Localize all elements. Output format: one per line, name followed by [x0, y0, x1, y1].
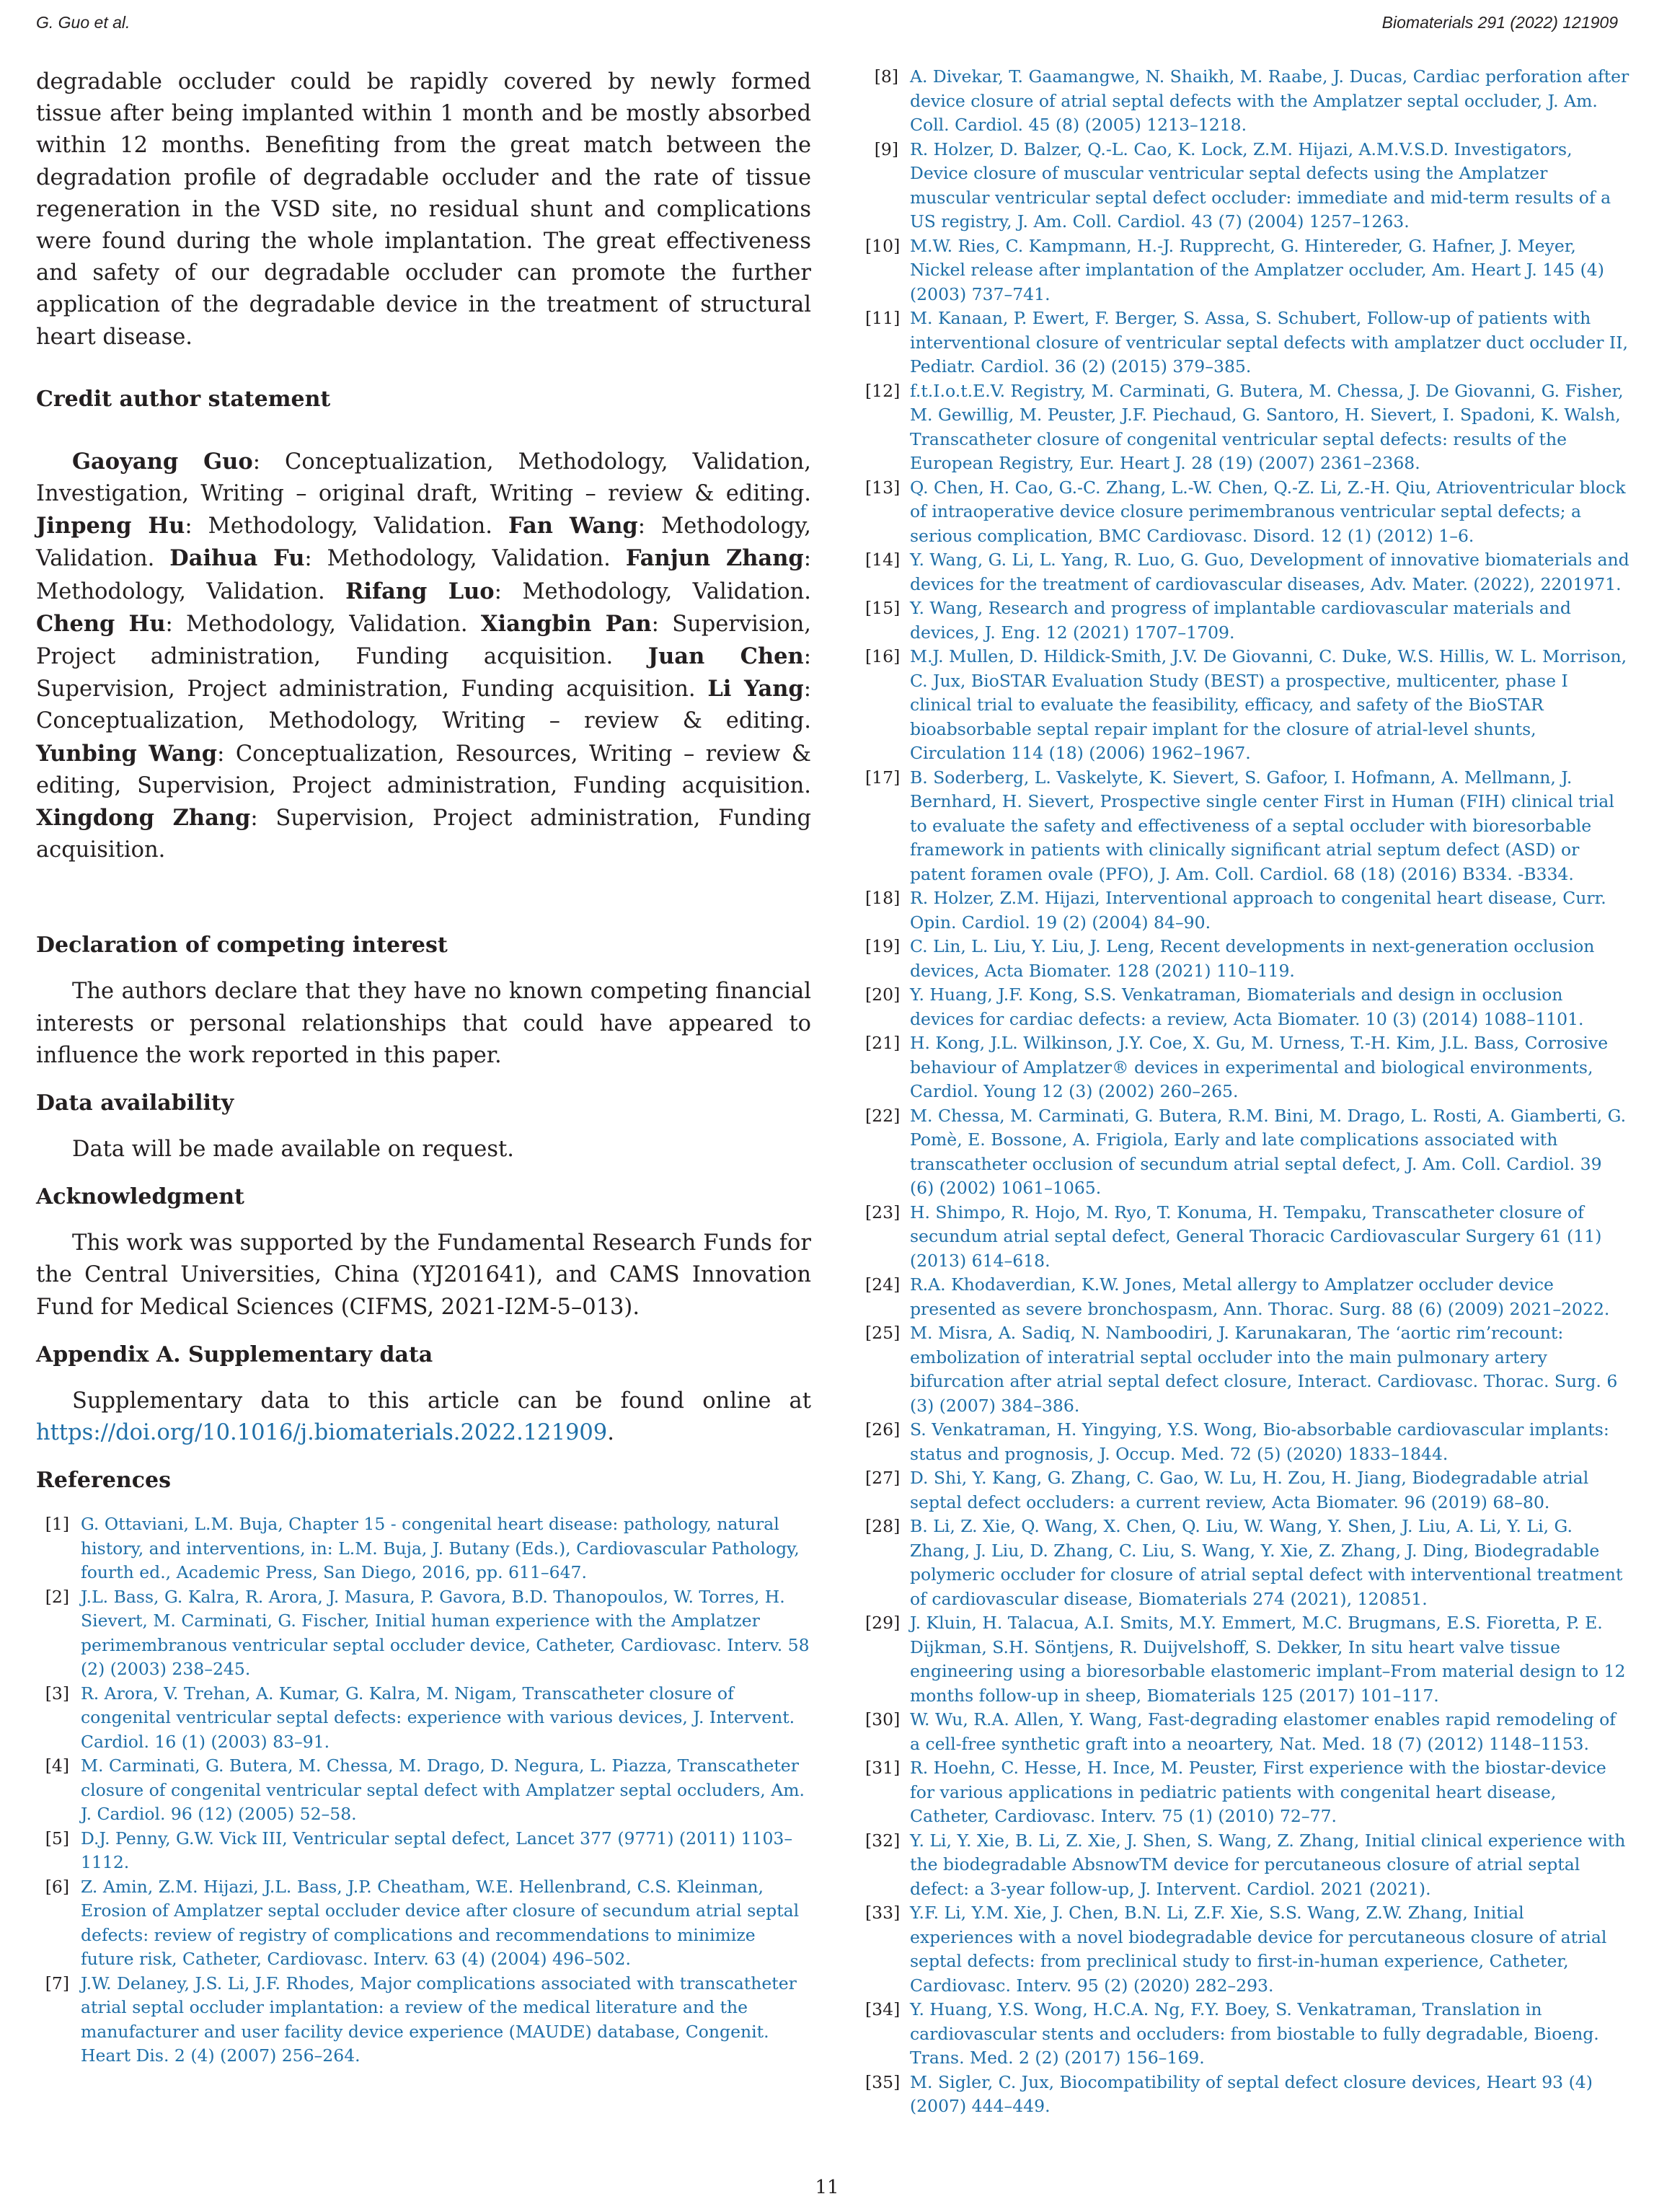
references-heading: References — [36, 1468, 171, 1494]
right-column — [865, 65, 1629, 2119]
reference-item — [865, 2071, 1629, 2119]
appendix-text-before: Supplementary data to this article can be found online at — [72, 1388, 811, 1414]
conclusion-tail-paragraph: degradable occluder could be rapidly covered by newly formed tissue after being implanted within 1 month and be mostly absorbed within 12 months. Benefiting from the great match between the degradation profile of degradable occluder and the rate of tissue regeneration in the VSD site, no residual shunt and complications were found during the whole implantation. The great effectiveness and safety of our degradable occluder can promote the further application of the degradable device in the treatment of structural heart disease. — [36, 69, 811, 350]
credit-author-name: Rifang Luo — [345, 578, 495, 604]
reference-number: [1] — [45, 1514, 69, 1535]
reference-item — [865, 1201, 1629, 1274]
competing-interest-heading: Declaration of competing interest — [36, 933, 448, 959]
reference-item — [865, 1104, 1629, 1201]
credit-author-name: Gaoyang Guo — [72, 448, 253, 475]
reference-item — [865, 983, 1629, 1031]
acknowledgment-text: This work was supported by the Fundamental Research Funds for the Central Universities, China (YJ201641), and CAMS Innovation Fund for Medical Sciences (CIFMS, 2021-I2M-5–013). — [36, 1230, 811, 1320]
credit-statement — [36, 446, 811, 867]
reference-number: [31] — [865, 1758, 901, 1778]
reference-link[interactable]: M.J. Mullen, D. Hildick-Smith, J.V. De Giovanni, C. Duke, W.S. Hillis, W. L. Morrison, C. Jux, BioSTAR Evaluation Study (BEST) a prospective, multicenter, phase I clinical trial to evaluate the feasibility, efficacy, and safety of the BioSTAR bioabsorbable septal repair implant for the closure of atrial-level shunts, Circulation 114 (18) (2006) 1962–1967. — [910, 646, 1627, 763]
reference-link[interactable]: B. Li, Z. Xie, Q. Wang, X. Chen, Q. Liu, W. Wang, Y. Shen, J. Liu, A. Li, Y. Li, G. Zhang, J. Liu, D. Zhang, C. Liu, S. Wang, Y. Xie, Z. Zhang, J. Ding, Biodegradable polymeric occluder for closure of atrial septal defect with interventional treatment of cardiovascular disease, Biomaterials 274 (2021), 120851. — [910, 1516, 1623, 1609]
reference-link[interactable]: Y. Wang, G. Li, L. Yang, R. Luo, G. Guo, Development of innovative biomaterials and devices for the treatment of cardiovascular diseases, Adv. Mater. (2022), 2201971. — [910, 550, 1629, 594]
reference-link[interactable]: Y. Huang, Y.S. Wong, H.C.A. Ng, F.Y. Boey, S. Venkatraman, Translation in cardiovascular stents and occluders: from biostable to fully degradable, Bioeng. Trans. Med. 2 (2) (2017) 156–169. — [910, 1999, 1599, 2068]
reference-link[interactable]: S. Venkatraman, H. Yingying, Y.S. Wong, Bio-absorbable cardiovascular implants: status and prognosis, J. Occup. Med. 72 (5) (2020) 1833–1844. — [910, 1419, 1609, 1464]
reference-number: [23] — [865, 1202, 901, 1222]
reference-item — [865, 645, 1629, 766]
reference-number: [33] — [865, 1903, 901, 1923]
reference-number: [2] — [45, 1586, 69, 1607]
credit-author-roles: : Supervision, Project administration, Funding acquisition. — [36, 806, 811, 863]
reference-item — [36, 1512, 811, 1585]
reference-item — [865, 1756, 1629, 1829]
acknowledgment-heading: Acknowledgment — [36, 1184, 244, 1210]
reference-item — [865, 1466, 1629, 1515]
credit-author-roles: : Methodology, Validation. — [304, 546, 626, 572]
reference-number: [14] — [865, 550, 901, 570]
credit-author-name: Juan Chen — [647, 643, 804, 670]
credit-author-roles: : Conceptualization, Methodology, Writing – review & editing. — [36, 677, 812, 734]
reference-number: [16] — [865, 646, 901, 666]
reference-item — [36, 1875, 811, 1972]
reference-number: [34] — [865, 1999, 901, 2019]
running-head-journal: Biomaterials 291 (2022) 121909 — [1381, 13, 1618, 32]
references-list-right — [865, 65, 1629, 2119]
reference-link[interactable]: M.W. Ries, C. Kampmann, H.-J. Rupprecht, G. Hintereder, G. Hafner, J. Meyer, Nickel release after implantation of the Amplatzer occluder, Am. Heart J. 145 (4) (2003) 737–741. — [910, 235, 1604, 304]
left-column — [36, 66, 811, 2068]
reference-number: [32] — [865, 1830, 901, 1851]
reference-link[interactable]: Y. Wang, Research and progress of implantable cardiovascular materials and devices, J. Eng. 12 (2021) 1707–1709. — [910, 598, 1571, 643]
reference-number: [12] — [865, 380, 901, 401]
reference-item — [36, 1682, 811, 1755]
reference-item — [865, 476, 1629, 549]
reference-link[interactable]: D.J. Penny, G.W. Vick III, Ventricular septal defect, Lancet 377 (9771) (2011) 1103–1112. — [81, 1828, 793, 1873]
credit-author-name: Daihua Fu — [169, 545, 305, 572]
reference-link[interactable]: Y. Huang, J.F. Kong, S.S. Venkatraman, Biomaterials and design in occlusion devices for cardiac defects: a review, Acta Biomater. 10 (3) (2014) 1088–1101. — [910, 984, 1584, 1029]
reference-item — [865, 1273, 1629, 1321]
reference-item — [865, 1418, 1629, 1466]
data-availability-text: Data will be made available on request. — [72, 1137, 514, 1163]
running-head-authors: G. Guo et al. — [36, 13, 131, 32]
reference-number: [24] — [865, 1274, 901, 1295]
reference-number: [22] — [865, 1105, 901, 1126]
appendix-text — [36, 1385, 811, 1449]
reference-item — [36, 1585, 811, 1682]
reference-link[interactable]: G. Ottaviani, L.M. Buja, Chapter 15 - congenital heart disease: pathology, natural history, and interventions, in: L.M. Buja, J. Butany (Eds.), Cardiovascular Pathology, fourth ed., Academic Press, San Diego, 2016, pp. 611–647. — [81, 1514, 800, 1583]
running-head — [36, 13, 1618, 39]
credit-author-name: Cheng Hu — [36, 610, 166, 637]
appendix-heading: Appendix A. Supplementary data — [36, 1341, 433, 1367]
reference-number: [21] — [865, 1033, 901, 1053]
reference-number: [8] — [874, 66, 898, 87]
reference-item — [865, 1321, 1629, 1418]
reference-number: [20] — [865, 984, 901, 1005]
reference-link[interactable]: Y.F. Li, Y.M. Xie, J. Chen, B.N. Li, Z.F. Xie, S.S. Wang, Z.W. Zhang, Initial experiences with a novel biodegradable device for percutaneous closure of atrial septal defects: from preclinical study to first-in-human experience, Catheter, Cardiovasc. Interv. 95 (2) (2020) 282–293. — [910, 1903, 1607, 1996]
reference-item — [36, 1972, 811, 2068]
reference-number: [29] — [865, 1613, 901, 1633]
reference-item — [865, 1829, 1629, 1902]
reference-item — [865, 138, 1629, 234]
reference-number: [28] — [865, 1516, 901, 1536]
reference-link[interactable]: J.W. Delaney, J.S. Li, J.F. Rhodes, Major complications associated with transcatheter atrial septal occluder implantation: a review of the medical literature and the manufacturer and user facility device experience (MAUDE) database, Congenit. Heart Dis. 2 (4) (2007) 256–264. — [81, 1973, 797, 2066]
data-availability-heading: Data availability — [36, 1090, 234, 1116]
reference-link[interactable]: R. Holzer, D. Balzer, Q.-L. Cao, K. Lock, Z.M. Hijazi, A.M.V.S.D. Investigators, Device closure of muscular ventricular septal defects using the Amplatzer muscular ventricular septal defect occluder: immediate and mid-term results of a US registry, J. Am. Coll. Cardiol. 43 (7) (2004) 1257–1263. — [910, 138, 1611, 232]
credit-author-roles: : Methodology, Validation. — [36, 514, 811, 572]
reference-number: [15] — [865, 598, 901, 618]
reference-item — [865, 1031, 1629, 1104]
credit-author-roles: : Supervision, Project administration, Funding acquisition. — [36, 644, 811, 702]
reference-item — [865, 1901, 1629, 1998]
reference-number: [25] — [865, 1323, 901, 1343]
reference-number: [11] — [865, 308, 901, 328]
reference-number: [30] — [865, 1709, 901, 1729]
credit-author-name: Xingdong Zhang — [36, 805, 251, 832]
reference-number: [4] — [45, 1755, 69, 1776]
reference-item — [865, 548, 1629, 596]
page-number: 11 — [815, 2177, 839, 2198]
reference-number: [3] — [45, 1683, 69, 1704]
reference-link[interactable]: Y. Li, Y. Xie, B. Li, Z. Xie, J. Shen, S. Wang, Z. Zhang, Initial clinical experience with the biodegradable AbsnowTM device for percutaneous closure of atrial septal defect: a 3-year follow-up, J. Intervent. Cardiol. 2021 (2021). — [910, 1830, 1626, 1899]
reference-link[interactable]: M. Chessa, M. Carminati, G. Butera, R.M. Bini, M. Drago, L. Rosti, A. Giamberti, G. Pomè, E. Bossone, A. Frigiola, Early and late complications associated with transcatheter occlusion of secundum atrial septal defect, J. Am. Coll. Cardiol. 39 (6) (2002) 1061–1065. — [910, 1105, 1627, 1198]
reference-number: [7] — [45, 1973, 69, 1993]
reference-number: [17] — [865, 767, 901, 788]
reference-item — [865, 1998, 1629, 2071]
reference-item — [865, 234, 1629, 307]
reference-link[interactable]: Q. Chen, H. Cao, G.-C. Zhang, L.-W. Chen, Q.-Z. Li, Z.-H. Qiu, Atrioventricular block of intraoperative device closure perimembranous ventricular septal defects; a serious complication, BMC Cardiovasc. Disord. 12 (1) (2012) 1–6. — [910, 477, 1626, 546]
reference-number: [19] — [865, 936, 901, 956]
supplementary-doi-link[interactable]: https://doi.org/10.1016/j.biomaterials.2022.121909 — [36, 1420, 608, 1446]
reference-item — [865, 379, 1629, 476]
reference-item — [865, 766, 1629, 887]
credit-author-roles: : Methodology, Validation. — [185, 514, 508, 539]
reference-number: [9] — [874, 138, 898, 159]
credit-heading: Credit author statement — [36, 386, 331, 412]
reference-item — [865, 935, 1629, 983]
reference-number: [26] — [865, 1419, 901, 1440]
reference-link[interactable]: R. Hoehn, C. Hesse, H. Ince, M. Peuster, First experience with the biostar-device for various applications in pediatric patients with congenital heart disease, Catheter, Cardiovasc. Interv. 75 (1) (2010) 72–77. — [910, 1758, 1606, 1826]
reference-item — [865, 65, 1629, 138]
credit-author-roles: : Conceptualization, Methodology, Validation, Investigation, Writing – original draft, Writing – review & editing. — [36, 449, 812, 507]
reference-number: [10] — [865, 235, 901, 256]
reference-link[interactable]: H. Shimpo, R. Hojo, M. Ryo, T. Konuma, H. Tempaku, Transcatheter closure of secundum atrial septal defect, General Thoracic Cardiovascular Surgery 61 (11) (2013) 614–618. — [910, 1202, 1602, 1271]
reference-link[interactable]: M. Kanaan, P. Ewert, F. Berger, S. Assa, S. Schubert, Follow-up of patients with interventional closure of ventricular septal defects with amplatzer duct occluder II, Pediatr. Cardiol. 36 (2) (2015) 379–385. — [910, 308, 1628, 376]
reference-link[interactable]: W. Wu, R.A. Allen, Y. Wang, Fast-degrading elastomer enables rapid remodeling of a cell-free synthetic graft into a neoartery, Nat. Med. 18 (7) (2012) 1148–1153. — [910, 1709, 1616, 1754]
credit-author-roles: : Methodology, Validation. — [165, 611, 481, 637]
credit-author-roles: : Methodology, Validation. — [36, 546, 811, 604]
references-list-left — [36, 1512, 811, 2068]
reference-link[interactable]: M. Misra, A. Sadiq, N. Namboodiri, J. Karunakaran, The ‘aortic rim’recount: embolization of interatrial septal occluder into the main pulmonary artery bifurcation after atrial septal defect closure, Interact. Cardiovasc. Thorac. Surg. 6 (3) (2007) 384–386. — [910, 1323, 1618, 1416]
reference-link[interactable]: M. Carminati, G. Butera, M. Chessa, M. Drago, D. Negura, L. Piazza, Transcatheter closure of congenital ventricular septal defect with Amplatzer septal occluders, Am. J. Cardiol. 96 (12) (2005) 52–58. — [81, 1755, 805, 1825]
reference-item — [865, 1708, 1629, 1756]
reference-link[interactable]: f.t.I.o.t.E.V. Registry, M. Carminati, G. Butera, M. Chessa, J. De Giovanni, G. Fisher, M. Gewillig, M. Peuster, J.F. Piechaud, G. Santoro, H. Sievert, I. Spadoni, K. Walsh, Transcatheter closure of congenital ventricular septal defects: results of the European Registry, Eur. Heart J. 28 (19) (2007) 2361–2368. — [910, 380, 1624, 473]
reference-link[interactable]: B. Soderberg, L. Vaskelyte, K. Sievert, S. Gafoor, I. Hofmann, A. Mellmann, J. Bernhard, H. Sievert, Prospective single center First in Human (FIH) clinical trial to evaluate the safety and effectiveness of a septal occluder with bioresorbable framework in patients with clinically significant atrial septum defect (ASD) or patent foramen ovale (PFO), J. Am. Coll. Cardiol. 68 (18) (2016) B334. -B334. — [910, 767, 1614, 884]
reference-link[interactable]: J. Kluin, H. Talacua, A.I. Smits, M.Y. Emmert, M.C. Brugmans, E.S. Fioretta, P. E. Dijkman, S.H. Söntjens, R. Duijvelshoff, S. Dekker, In situ heart valve tissue engineering using a bioresorbable elastomeric implant–From material design to 12 months follow-up in sheep, Biomaterials 125 (2017) 101–117. — [910, 1613, 1626, 1706]
reference-item — [36, 1754, 811, 1827]
competing-interest-text: The authors declare that they have no known competing financial interests or personal relationships that could have appeared to influence the work reported in this paper. — [36, 979, 811, 1068]
credit-author-name: Yunbing Wang — [36, 740, 218, 767]
reference-number: [35] — [865, 2071, 901, 2092]
reference-number: [13] — [865, 477, 901, 498]
reference-link[interactable]: J.L. Bass, G. Kalra, R. Arora, J. Masura, P. Gavora, B.D. Thanopoulos, W. Torres, H. Sievert, M. Carminati, G. Fischer, Initial human experience with the Amplatzer perimembranous ventricular septal occluder device, Catheter, Cardiovasc. Interv. 58 (2) (2003) 238–245. — [81, 1586, 810, 1680]
appendix-text-after: . — [607, 1420, 614, 1446]
reference-link[interactable]: H. Kong, J.L. Wilkinson, J.Y. Coe, X. Gu, M. Urness, T.-H. Kim, J.L. Bass, Corrosive behaviour of Amplatzer® devices in experimental and biological environments, Cardiol. Young 12 (3) (2002) 260–265. — [910, 1033, 1609, 1101]
reference-item — [36, 1827, 811, 1875]
reference-link[interactable]: M. Sigler, C. Jux, Biocompatibility of septal defect closure devices, Heart 93 (4) (2007) 444–449. — [910, 2071, 1593, 2116]
reference-number: [18] — [865, 888, 901, 908]
reference-item — [865, 596, 1629, 645]
credit-author-roles: : Methodology, Validation. — [494, 578, 811, 604]
reference-link[interactable]: C. Lin, L. Liu, Y. Liu, J. Leng, Recent developments in next-generation occlusion devices, Acta Biomater. 128 (2021) 110–119. — [910, 936, 1595, 981]
credit-author-name: Fanjun Zhang — [625, 545, 804, 572]
credit-author-name: Xiangbin Pan — [480, 610, 652, 637]
reference-item — [865, 307, 1629, 379]
credit-author-name: Fan Wang — [508, 513, 638, 539]
reference-link[interactable]: A. Divekar, T. Gaamangwe, N. Shaikh, M. Raabe, J. Ducas, Cardiac perforation after device closure of atrial septal defects with the Amplatzer septal occluder, J. Am. Coll. Cardiol. 45 (8) (2005) 1213–1218. — [910, 66, 1629, 135]
reference-item — [865, 1611, 1629, 1708]
reference-link[interactable]: R.A. Khodaverdian, K.W. Jones, Metal allergy to Amplatzer occluder device presented as severe bronchospasm, Ann. Thorac. Surg. 88 (6) (2009) 2021–2022. — [910, 1274, 1610, 1319]
reference-link[interactable]: R. Arora, V. Trehan, A. Kumar, G. Kalra, M. Nigam, Transcatheter closure of congenital ventricular septal defects: experience with various devices, J. Intervent. Cardiol. 16 (1) (2003) 83–91. — [81, 1683, 795, 1752]
credit-author-name: Jinpeng Hu — [36, 513, 185, 539]
reference-link[interactable]: R. Holzer, Z.M. Hijazi, Interventional approach to congenital heart disease, Curr. Opin. Cardiol. 19 (2) (2004) 84–90. — [910, 888, 1606, 933]
credit-author-name: Li Yang — [707, 676, 804, 702]
reference-number: [5] — [45, 1828, 69, 1849]
reference-number: [6] — [45, 1876, 69, 1897]
reference-link[interactable]: Z. Amin, Z.M. Hijazi, J.L. Bass, J.P. Cheatham, W.E. Hellenbrand, C.S. Kleinman, Erosion of Amplatzer septal occluder device after closure of secundum atrial septal defects: review of registry of complications and recommendations to minimize future risk, Catheter, Cardiovasc. Interv. 63 (4) (2004) 496–502. — [81, 1876, 800, 1970]
credit-author-roles: : Supervision, Project administration, Funding acquisition. — [36, 611, 811, 670]
reference-link[interactable]: D. Shi, Y. Kang, G. Zhang, C. Gao, W. Lu, H. Zou, H. Jiang, Biodegradable atrial septal defect occluders: a current review, Acta Biomater. 96 (2019) 68–80. — [910, 1468, 1589, 1512]
reference-number: [27] — [865, 1468, 901, 1488]
credit-author-roles: : Conceptualization, Resources, Writing – review & editing, Supervision, Project administration, Funding acquisition. — [36, 741, 811, 798]
reference-item — [865, 1515, 1629, 1611]
reference-item — [865, 886, 1629, 935]
